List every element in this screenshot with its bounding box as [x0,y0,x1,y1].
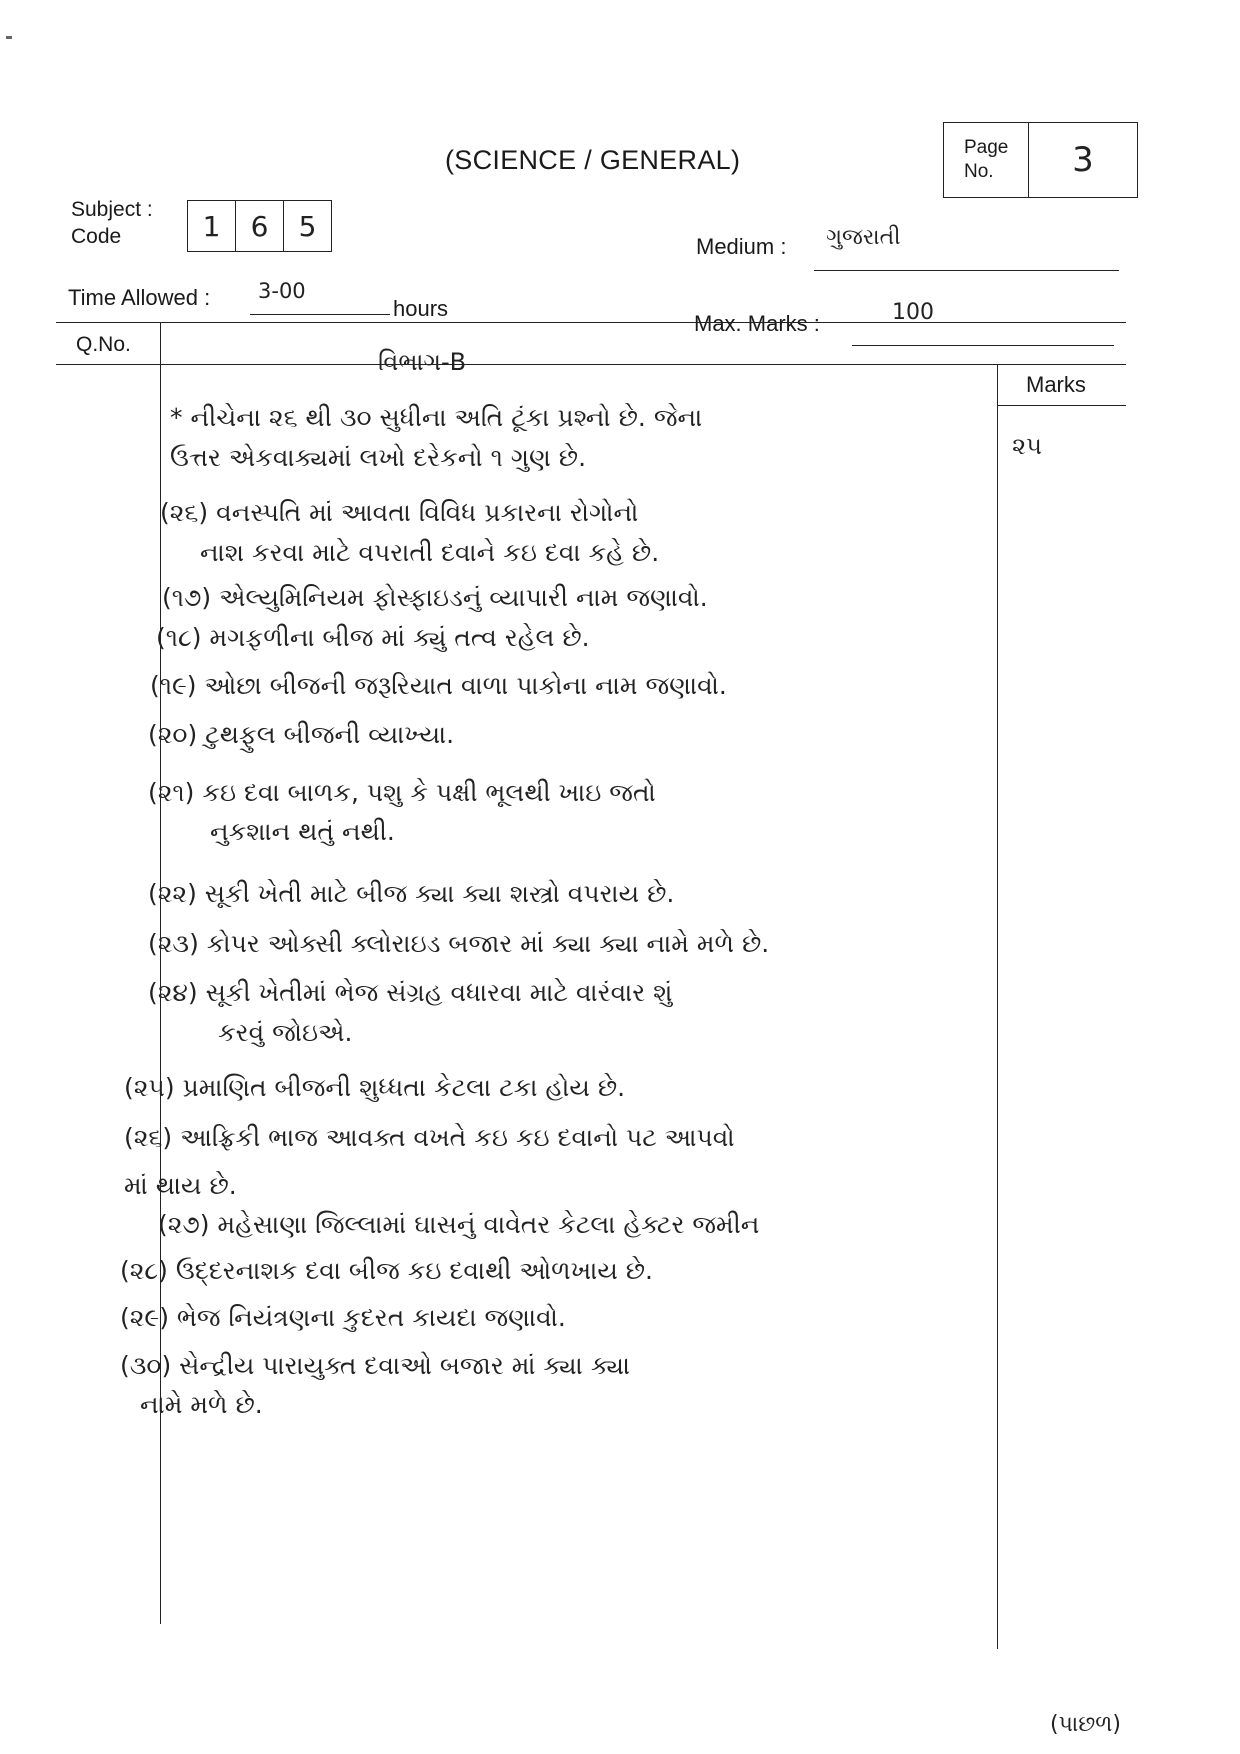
subject-code-box [187,200,332,252]
table-top-rule [56,322,1126,323]
table-header-rule [56,364,1126,365]
no-label: No. [964,161,994,182]
text-line: (૨૮) ઉદ્દરનાશક દવા બીજ કઇ દવાથી ઓળખાય છે. [120,1255,654,1285]
text-line: (૨૬) વનસ્પતિ માં આવતા વિવિધ પ્રકારના રોગોનો [160,498,639,528]
continued-note: (પાછળ) [1050,1712,1122,1737]
text-line: * નીચેના ૨૬ થી ૩૦ સુધીના અતિ ટૂંકા પ્રશ્નો છે. જેના [170,403,703,432]
time-allowed-value: 3-00 [250,279,390,315]
page-number: 3 [1072,140,1094,180]
text-line: (૨૦) ટુથફુલ બીજની વ્યાખ્યા. [148,720,455,750]
page-no-label [944,123,1029,197]
text-line: નાશ કરવા માટે વપરાતી દવાને કઇ દવા કહે છે. [200,537,660,567]
subject-code-label [71,196,153,250]
text-line: (૧૯) ઓછા બીજની જરૂરિયાત વાળા પાકોના નામ જણાવો. [150,670,727,700]
medium-label: Medium : [696,234,787,259]
max-marks-value: 100 [852,300,1114,346]
text-line: (૨૪) સૂકી ખેતીમાં ભેજ સંગ્રહ વધારવા માટે વારંવાર શું [148,978,673,1008]
subject-code-digit: 1 [188,201,236,251]
text-line: કરવું જોઇએ. [218,1017,353,1047]
text-line: (૨૫) પ્રમાણિત બીજની શુધ્ધતા કેટલા ટકા હોય છે. [124,1073,626,1103]
section-marks: ૨૫ [1012,432,1042,460]
qno-header: Q.No. [76,333,131,356]
medium-value: ગુજરાતી [814,225,1119,271]
text-line: ઉત્તર એકવાક્યમાં લખો દરેકનો ૧ ગુણ છે. [170,442,587,472]
answer-text-block [120,398,988,1425]
text-line: (૩૦) સેન્દ્રીય પારાયુક્ત દવાઓ બજાર માં ક્યા ક્યા [120,1350,631,1380]
text-line: (૧૮) મગફળીના બીજ માં ક્યું તત્વ રહેલ છે. [156,622,590,652]
scan-mark [6,36,12,39]
text-line: (૨૨) સૂકી ખેતી માટે બીજ ક્યા ક્યા શસ્ત્રો વપરાય છે. [148,878,675,908]
page-title: (SCIENCE / GENERAL) [445,145,741,175]
marks-header: Marks [1026,372,1086,397]
text-line: (૨૩) કોપર ઓક્સી ક્લોરાઇડ બજાર માં ક્યા ક્યા નામે મળે છે. [148,928,770,958]
text-line: (૧૭) એલ્યુમિનિયમ ફોસ્ફાઇડનું વ્યાપારી નામ જણાવો. [162,583,708,613]
page-number-box [943,122,1138,198]
marks-header-rule [998,405,1126,406]
text-line: (૨૧) કઇ દવા બાળક, પશુ કે પક્ષી ભૂલથી ખાઇ જતો [148,777,656,807]
marks-column-rule [997,364,998,1649]
code-label: Code [71,225,122,248]
page-label: Page [964,137,1009,158]
subject-code-digit: 5 [298,209,317,243]
text-line: નામે મળે છે. [140,1390,263,1420]
time-allowed-label: Time Allowed : [68,285,211,310]
section-title: વિભાગ-B [378,348,467,376]
text-line: માં થાય છે. [124,1170,237,1200]
subject-code-digit: 6 [236,201,284,251]
text-line: (૨૭) મહેસાણા જિલ્લામાં ઘાસનું વાવેતર કેટલા હેક્ટર જમીન [158,1210,760,1240]
max-marks-label: Max. Marks : [694,311,820,336]
text-line: (૨૯) ભેજ નિયંત્રણના કુદરત કાયદા જણાવો. [120,1303,566,1333]
subject-label: Subject : [71,198,153,221]
text-line: નુકશાન થતું નથી. [210,817,395,847]
text-line: (૨૬) આફ્રિકી ભાજ આવક્ત વખતે કઇ કઇ દવાનો પટ આપવો [124,1122,735,1152]
hours-label: hours [393,296,449,321]
